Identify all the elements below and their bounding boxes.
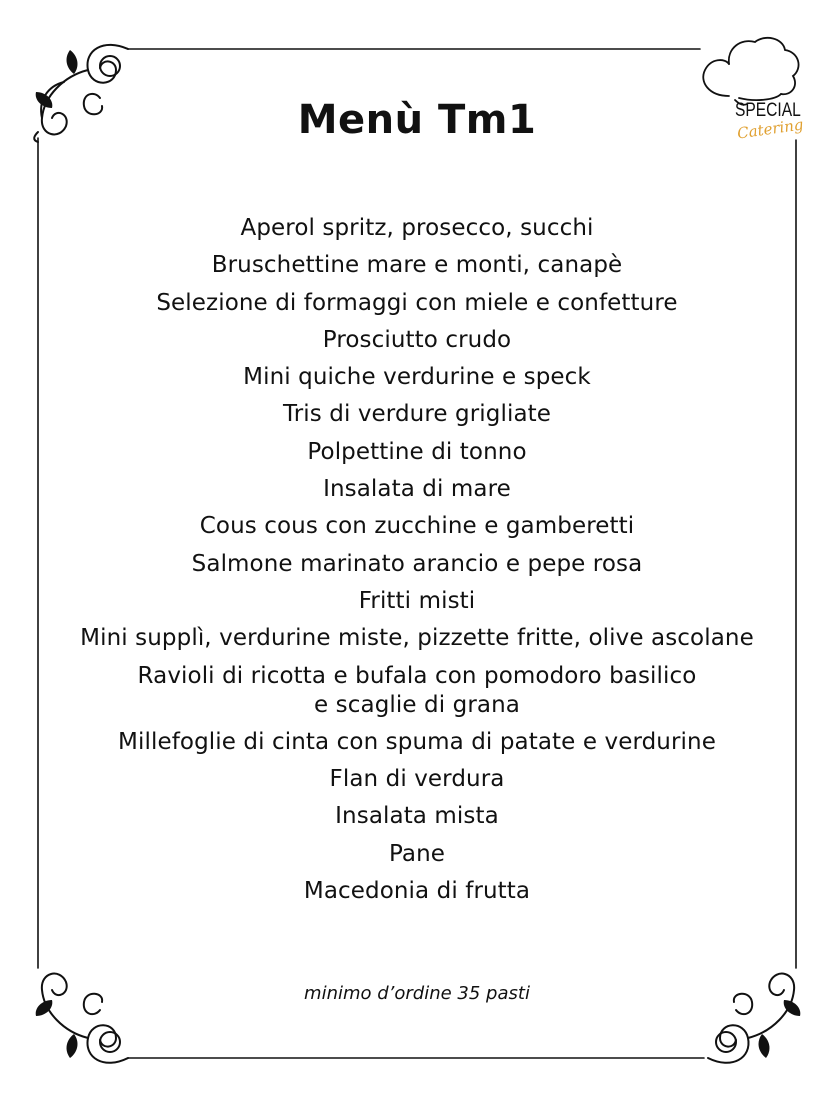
logo-text-special: SPECIAL <box>735 100 801 121</box>
menu-item-line: Mini quiche verdurine e speck <box>243 364 591 391</box>
menu-item-line: Cous cous con zucchine e gamberetti <box>199 513 635 540</box>
menu-item <box>50 512 784 541</box>
menu-item-line: Tris di verdure grigliate <box>282 401 552 428</box>
menu-item-line: Ravioli di ricotta e bufala con pomodoro basilico <box>137 662 697 689</box>
menu-item-line: Macedonia di frutta <box>303 878 531 905</box>
minimum-order-note: minimo d’ordine 35 pasti <box>304 983 530 1004</box>
menu-item <box>50 840 784 869</box>
menu-item-line: Insalata di mare <box>323 476 511 503</box>
menu-item-line: Millefoglie di cinta con spuma di patate e verdurine <box>118 728 716 755</box>
menu-item-line: e scaglie di grana <box>314 691 520 718</box>
menu-item <box>50 728 784 757</box>
menu-list <box>50 214 784 914</box>
menu-item-line: Insalata mista <box>335 803 499 830</box>
menu-item <box>50 475 784 504</box>
menu-item <box>50 624 784 653</box>
menu-item <box>50 550 784 579</box>
menu-item-line: Pane <box>388 840 446 867</box>
menu-item <box>50 438 784 467</box>
logo-text-catering: Catering <box>736 115 805 143</box>
menu-item <box>50 251 784 280</box>
menu-item-line: Bruschettine mare e monti, canapè <box>211 252 623 279</box>
menu-item <box>50 363 784 392</box>
menu-item-line: Flan di verdura <box>329 766 505 793</box>
menu-item <box>50 326 784 355</box>
page-title: Menù Tm1 <box>297 97 537 143</box>
menu-item-line: Salmone marinato arancio e pepe rosa <box>191 550 643 577</box>
menu-item-line: Polpettine di tonno <box>307 438 527 465</box>
menu-item-line: Selezione di formaggi con miele e confetture <box>156 289 678 316</box>
menu-item <box>50 765 784 794</box>
menu-item <box>50 289 784 318</box>
flourish-corner-icon <box>700 962 812 1072</box>
menu-item <box>50 662 784 720</box>
menu-item <box>50 877 784 906</box>
menu-item <box>50 214 784 243</box>
menu-item <box>50 802 784 831</box>
menu-item <box>50 587 784 616</box>
menu-item-line: Aperol spritz, prosecco, succhi <box>240 215 594 241</box>
menu-item <box>50 400 784 429</box>
flourish-corner-icon <box>24 962 136 1072</box>
menu-item-line: Fritti misti <box>358 587 476 614</box>
menu-item-line: Prosciutto crudo <box>322 326 512 353</box>
menu-item-line: Mini supplì, verdurine miste, pizzette fritte, olive ascolane <box>80 625 754 652</box>
